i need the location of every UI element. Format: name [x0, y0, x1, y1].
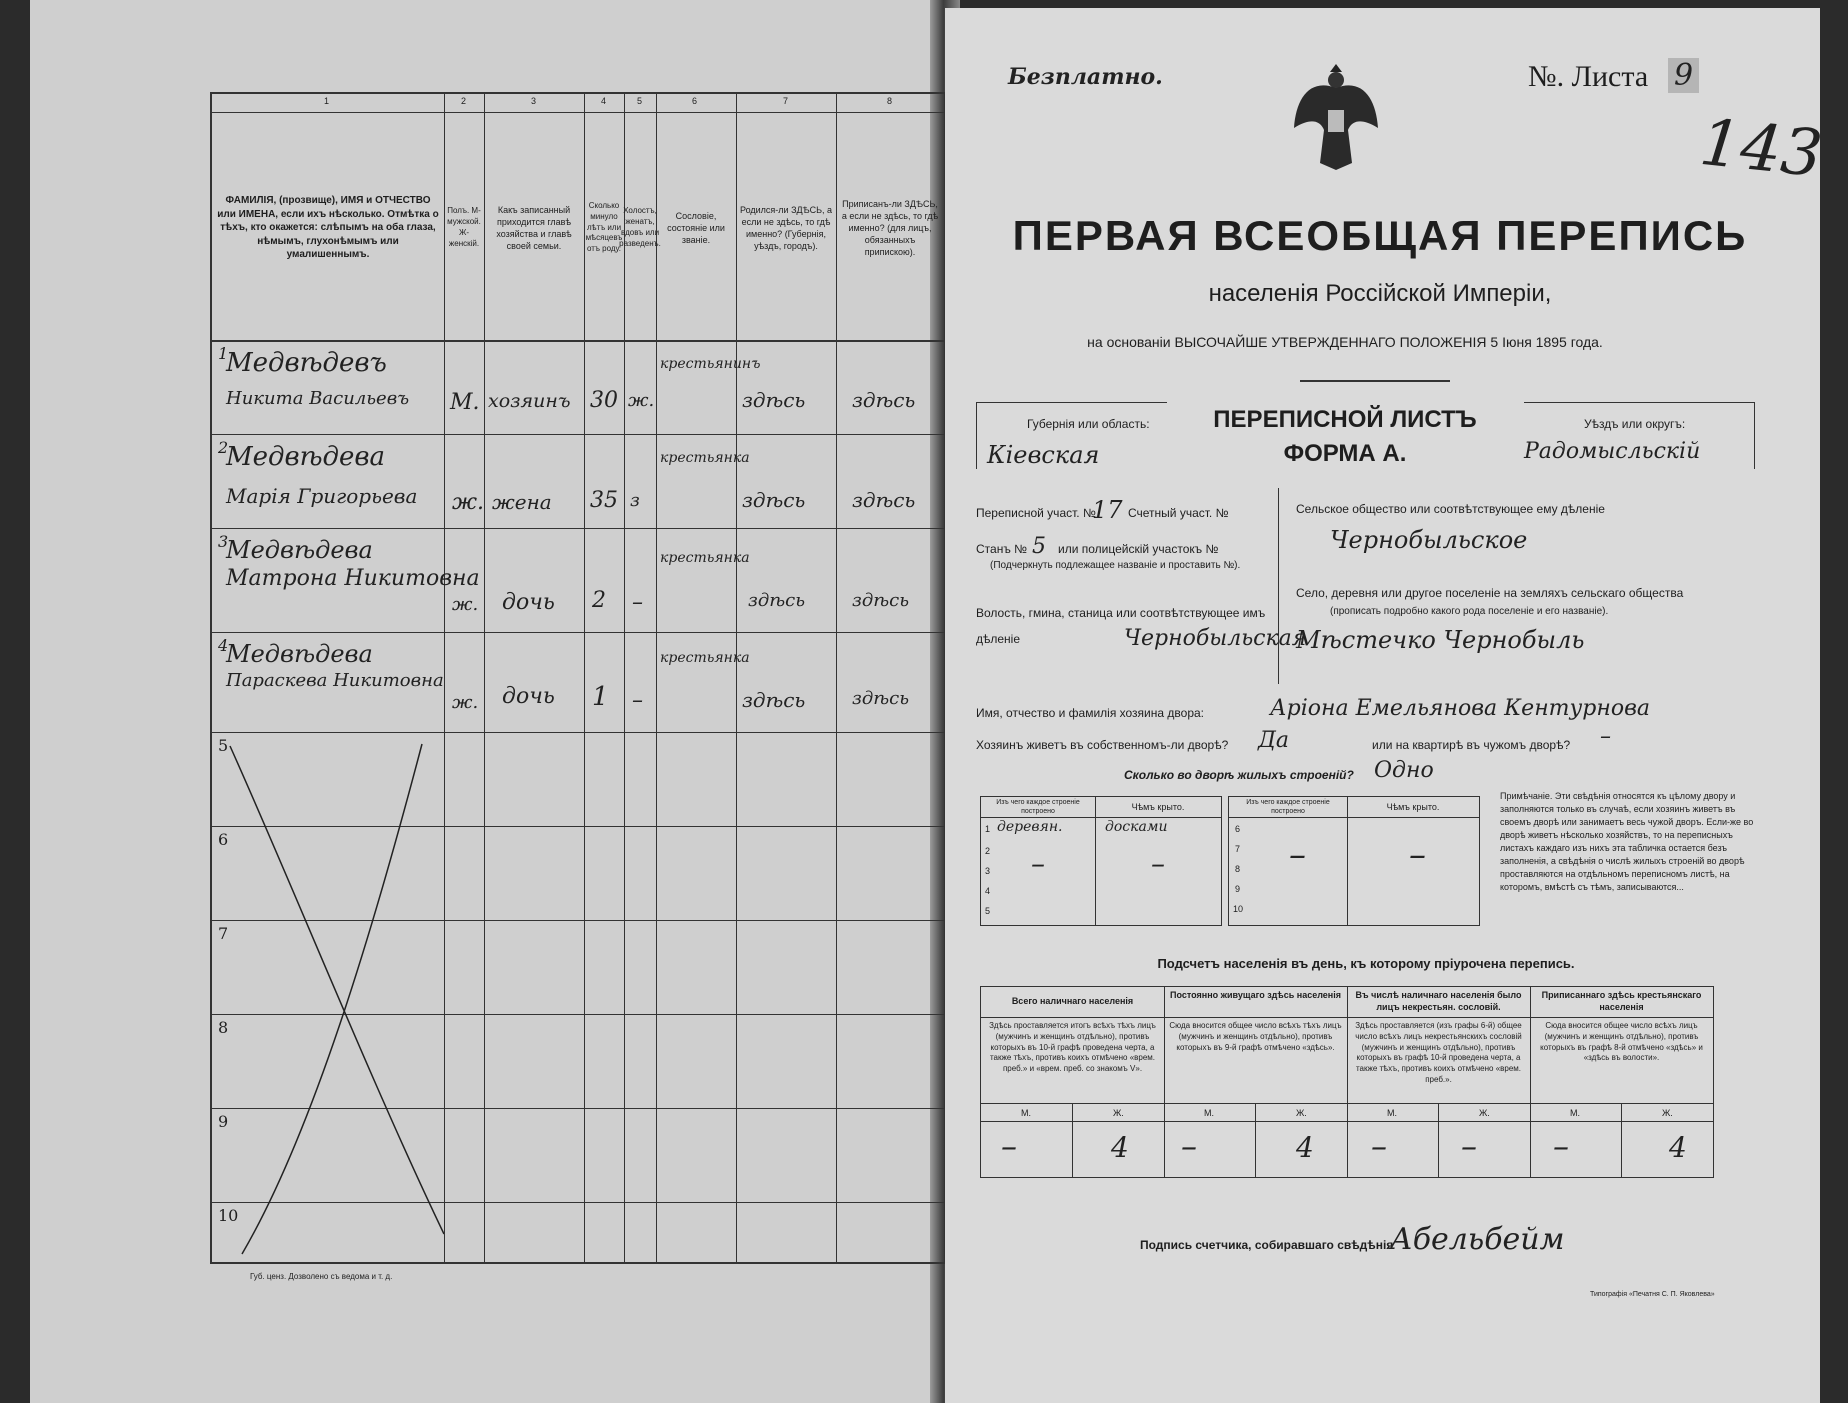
count-permanent-female: 4	[1296, 1131, 1314, 1164]
lives-rent-label: или на квартирѣ въ чужомъ дворѣ?	[1372, 738, 1571, 752]
row-number: 10	[218, 1206, 239, 1225]
bld-row-num: 1	[985, 824, 991, 834]
person-surname: Медвѣдева	[226, 640, 373, 668]
row-divider	[212, 434, 944, 435]
count-title: Подсчетъ населенія въ день, къ которому пріурочена перепись.	[1157, 956, 1575, 971]
person-marital: –	[632, 688, 643, 713]
male-label: М.	[1204, 1108, 1214, 1118]
bld-row-num: 4	[985, 886, 991, 896]
male-label: М.	[1387, 1108, 1397, 1118]
col-number: 4	[601, 96, 607, 106]
count-col-registered-desc: Сюда вносится общее число всѣхъ лицъ (мужчинъ и женщинъ отдѣльно), противъ которыхъ въ графѣ 8-й отмѣчено «здѣсь» и «здѣсь въ волости».	[1540, 1021, 1703, 1063]
person-marital: з	[630, 490, 640, 511]
society-value: Чернобыльское	[1330, 526, 1528, 554]
row-divider	[212, 528, 944, 529]
count-col-nonpeasant-head: Въ числѣ наличнаго населенія было лицъ некрестьян. сословій.	[1355, 990, 1522, 1013]
female-label: Ж.	[1662, 1108, 1673, 1118]
bld-row-num: 10	[1233, 904, 1244, 914]
col-header-registration: Приписанъ-ли ЗДѢСЬ, а если не здѣсь, то гдѣ именно? (для лицъ, обязанныхъ припискою).	[841, 198, 939, 258]
person-estate: крестьянка	[660, 650, 750, 666]
count-col-permanent-head: Постоянно живущаго здѣсь населенія	[1170, 990, 1341, 1000]
footer-imprint: Типографія «Печатня С. П. Яковлева»	[1590, 1291, 1715, 1298]
form-subtitle: ФОРМА А.	[1283, 440, 1407, 467]
row-number: 1	[218, 344, 229, 363]
count-col-registered-head: Приписаннаго здѣсь крестьянскаго населенія	[1541, 990, 1702, 1013]
row-divider	[212, 112, 944, 113]
stan-value: 5	[1032, 534, 1046, 559]
person-estate: крестьянинъ	[660, 356, 761, 372]
census-basis: на основаніи ВЫСОЧАЙШЕ УТВЕРЖДЕННАГО ПОЛОЖЕНІЯ 5 Іюня 1895 года.	[1087, 334, 1603, 350]
census-table	[210, 92, 946, 1264]
volost-label: Волость, гмина, станица или соотвѣтствующее имъ дѣленіе	[976, 606, 1266, 647]
person-birthplace: здѣсь	[742, 388, 806, 412]
lives-own-value: Да	[1258, 728, 1290, 753]
bld-roof: досками	[1105, 819, 1168, 835]
volost-value: Чернобыльская	[1124, 626, 1307, 651]
row-divider	[212, 632, 944, 633]
col-header-birthplace: Родился-ли ЗДѢСЬ, а если не здѣсь, то гдѣ именно? (Губернія, уѣздъ, городъ).	[739, 204, 833, 252]
person-relation: дочь	[502, 684, 555, 709]
person-relation: жена	[492, 490, 552, 514]
col-number: 6	[692, 96, 698, 106]
person-surname: Медвѣдевъ	[226, 348, 387, 378]
count-nonpeasant-male: –	[1371, 1127, 1387, 1165]
person-birthplace: здѣсь	[742, 488, 806, 512]
free-label: Безплатно.	[1008, 64, 1163, 90]
census-title: ПЕРВАЯ ВСЕОБЩАЯ ПЕРЕПИСЬ	[1012, 212, 1748, 259]
bld-row-num: 9	[1235, 884, 1241, 894]
count-col-total-head: Всего наличнаго населенія	[1011, 996, 1134, 1006]
field-divider	[1278, 488, 1279, 684]
row-number: 3	[218, 532, 229, 551]
buildings-table-left	[980, 796, 1222, 926]
female-label: Ж.	[1113, 1108, 1124, 1118]
bld-row-num: 6	[1235, 824, 1241, 834]
person-marital: ж.	[628, 390, 655, 411]
person-estate: крестьянка	[660, 450, 750, 466]
buildings-table-right	[1228, 796, 1480, 926]
col-header-marital: Холостъ, женатъ, вдовъ или разведенъ.	[619, 206, 661, 248]
person-sex: М.	[450, 390, 480, 415]
bld-row-num: 2	[985, 846, 991, 856]
village-note: (прописать подробно какого рода поселеніе и его названіе).	[1330, 606, 1609, 617]
row-number: 5	[218, 736, 229, 755]
sheet-number: 9	[1668, 58, 1699, 93]
signature-label: Подпись счетчика, собиравшаго свѣдѣнія	[1140, 1238, 1394, 1252]
row-divider	[212, 340, 944, 342]
bld-row-num: 7	[1235, 844, 1241, 854]
guberniya-box	[976, 402, 1167, 469]
count-total-female: 4	[1111, 1131, 1129, 1164]
bld-col-material: Изъ чего каждое строеніе построено	[1246, 799, 1330, 816]
police-district-label: или полицейскій участокъ №	[1058, 542, 1219, 556]
person-marital: –	[632, 590, 643, 615]
stan-label: Станъ №	[976, 542, 1028, 556]
person-name: Матрона Никитовна	[226, 566, 480, 591]
row-number: 7	[218, 924, 229, 943]
person-registration: здѣсь	[852, 688, 909, 709]
population-count-table	[980, 986, 1714, 1178]
owner-value: Аріона Емельянова Кентурнова	[1270, 696, 1651, 721]
row-divider	[212, 732, 944, 733]
count-col-total-desc: Здѣсь проставляется итогъ всѣхъ тѣхъ лицъ (мужчинъ и женщинъ отдѣльно), противъ которыхъ въ 10-й графѣ проведена черта, а также тѣхъ, противъ коихъ отмѣчено «врем. преб.» и «врем. преб. со знакомъ V».	[989, 1021, 1156, 1074]
uezd-value: Радомысльскій	[1524, 439, 1701, 464]
person-relation: хозяинъ	[488, 390, 571, 412]
archive-number: 143	[1696, 105, 1826, 193]
ornament-divider	[1300, 380, 1450, 382]
enumerator-signature: Абельбейм	[1390, 1222, 1565, 1257]
lives-own-label: Хозяинъ живетъ въ собственномъ-ли дворѣ?	[976, 738, 1229, 752]
col-header-relation: Какъ записанный приходится главѣ хозяйства и главѣ своей семьи.	[496, 204, 572, 252]
uezd-label: Уѣздъ или округъ:	[1584, 417, 1686, 431]
census-district-label: Переписной участ. №	[976, 506, 1096, 520]
person-relation: дочь	[502, 590, 555, 615]
row-number: 6	[218, 830, 229, 849]
form-title: ПЕРЕПИСНОЙ ЛИСТЪ	[1213, 406, 1477, 433]
person-registration: здѣсь	[852, 590, 909, 611]
stan-note: (Подчеркнуть подлежащее названіе и проставить №).	[990, 560, 1241, 571]
male-label: М.	[1021, 1108, 1031, 1118]
person-estate: крестьянка	[660, 550, 750, 566]
count-registered-male: –	[1553, 1127, 1569, 1165]
person-surname: Медвѣдева	[226, 442, 386, 472]
village-label: Село, деревня или другое поселеніе на земляхъ сельскаго общества	[1296, 586, 1684, 600]
owner-label: Имя, отчество и фамилія хозяина двора:	[976, 706, 1204, 720]
row-number: 2	[218, 438, 229, 457]
row-number: 9	[218, 1112, 229, 1131]
buildings-note: Примѣчаніе. Эти свѣдѣнія относятся къ цѣлому двору и заполняются только въ случаѣ, если хозяинъ живетъ въ своемъ дворѣ или занимаетъ весь чужой дворъ. Если-же во дворѣ живетъ нѣсколько хозяйствъ, то на переписныхъ листахъ каждаго изъ нихъ эта табличка остается безъ заполненія, а свѣдѣнія о числѣ жилыхъ строеній во дворѣ проставляются на отдѣльномъ переписномъ листѣ, на которомъ, вмѣстѣ съ тѣмъ, записываются...	[1500, 791, 1754, 893]
bld-roof: –	[1151, 847, 1165, 880]
society-label: Сельское общество или соотвѣтствующее ему дѣленіе	[1296, 502, 1605, 516]
female-label: Ж.	[1479, 1108, 1490, 1118]
col-number: 7	[783, 96, 789, 106]
col-number: 2	[461, 96, 467, 106]
row-number: 4	[218, 636, 229, 655]
count-col-permanent-desc: Сюда вносится общее число всѣхъ тѣхъ лицъ (мужчинъ и женщинъ отдѣльно), противъ которыхъ въ 9-й графѣ отмѣчено «здѣсь».	[1169, 1021, 1342, 1052]
bld-material: –	[1289, 835, 1306, 875]
lives-rent-value: –	[1600, 724, 1611, 749]
col-header-sex: Полъ. М-мужской. Ж-женскій.	[447, 206, 481, 248]
person-age: 2	[592, 588, 606, 613]
buildings-value: Одно	[1374, 758, 1434, 783]
person-sex: ж.	[452, 692, 479, 713]
bld-row-num: 3	[985, 866, 991, 876]
col-number: 3	[531, 96, 537, 106]
col-header-estate: Сословіе, состояніе или званіе.	[667, 210, 725, 246]
count-nonpeasant-female: –	[1461, 1127, 1477, 1165]
buildings-label: Сколько во дворѣ жилыхъ строеній?	[1124, 768, 1354, 782]
person-birthplace: здѣсь	[742, 688, 806, 712]
person-registration: здѣсь	[852, 388, 916, 412]
bld-col-material: Изъ чего каждое строеніе построено	[996, 799, 1080, 816]
bld-roof: –	[1409, 835, 1426, 875]
uezd-box	[1524, 402, 1755, 469]
count-total-male: –	[1001, 1127, 1017, 1165]
person-age: 30	[590, 388, 618, 413]
person-name: Никита Васильевъ	[226, 388, 410, 409]
col-number: 1	[324, 96, 330, 106]
row-number: 8	[218, 1018, 229, 1037]
bld-col-roof: Чѣмъ крыто.	[1131, 802, 1185, 812]
census-subtitle: населенія Россійской Имперіи,	[1208, 280, 1552, 307]
person-surname: Медвѣдева	[226, 536, 373, 564]
person-name: Марія Григорьева	[226, 484, 418, 508]
bld-row-num: 8	[1235, 864, 1241, 874]
person-name: Параскева Никитовна	[226, 670, 444, 691]
female-label: Ж.	[1296, 1108, 1307, 1118]
person-sex: ж.	[452, 594, 479, 615]
bld-material: деревян.	[997, 819, 1063, 835]
bld-row-num: 5	[985, 906, 991, 916]
col-header-age: Сколько минуло лѣтъ или мѣсяцевъ отъ роду.	[585, 201, 623, 254]
left-imprint: Губ. ценз. Дозволено съ ведома и т. д.	[250, 1272, 393, 1281]
imperial-eagle-emblem	[1290, 58, 1382, 178]
census-district-value: 17	[1092, 496, 1123, 524]
person-registration: здѣсь	[852, 488, 916, 512]
person-sex: ж.	[452, 490, 485, 515]
count-registered-female: 4	[1669, 1131, 1687, 1164]
col-number: 8	[887, 96, 893, 106]
counting-district-label: Счетный участ. №	[1128, 506, 1229, 520]
count-permanent-male: –	[1181, 1127, 1197, 1165]
male-label: М.	[1570, 1108, 1580, 1118]
person-birthplace: здѣсь	[748, 590, 805, 611]
cross-out-mark	[212, 734, 444, 1262]
guberniya-value: Кіевская	[987, 441, 1100, 469]
person-age: 35	[590, 488, 618, 513]
guberniya-label: Губернія или область:	[1027, 417, 1150, 431]
bld-col-roof: Чѣмъ крыто.	[1386, 802, 1440, 812]
sheet-label: №. Листа	[1528, 60, 1649, 93]
person-age: 1	[592, 682, 609, 712]
col-number: 5	[637, 96, 643, 106]
col-header-name: ФАМИЛІЯ, (прозвище), ИМЯ и ОТЧЕСТВО или ИМЕНА, если ихъ нѣсколько. Отмѣтка о тѣхъ, кто окажется: слѣпымъ на оба глаза, нѣмымъ, глухонѣмымъ или умалишеннымъ.	[217, 195, 439, 261]
village-value: Мѣстечко Чернобыль	[1296, 626, 1585, 654]
count-col-nonpeasant-desc: Здѣсь проставляется (изъ графы 6-й) общее число всѣхъ лицъ некрестьянскихъ сословій (мужчинъ и женщинъ отдѣльно), противъ которыхъ въ графѣ 10-й проведена черта, а также тѣхъ, противъ коихъ отмѣчено «врем. преб.».	[1355, 1021, 1522, 1084]
bld-material: –	[1031, 847, 1045, 880]
